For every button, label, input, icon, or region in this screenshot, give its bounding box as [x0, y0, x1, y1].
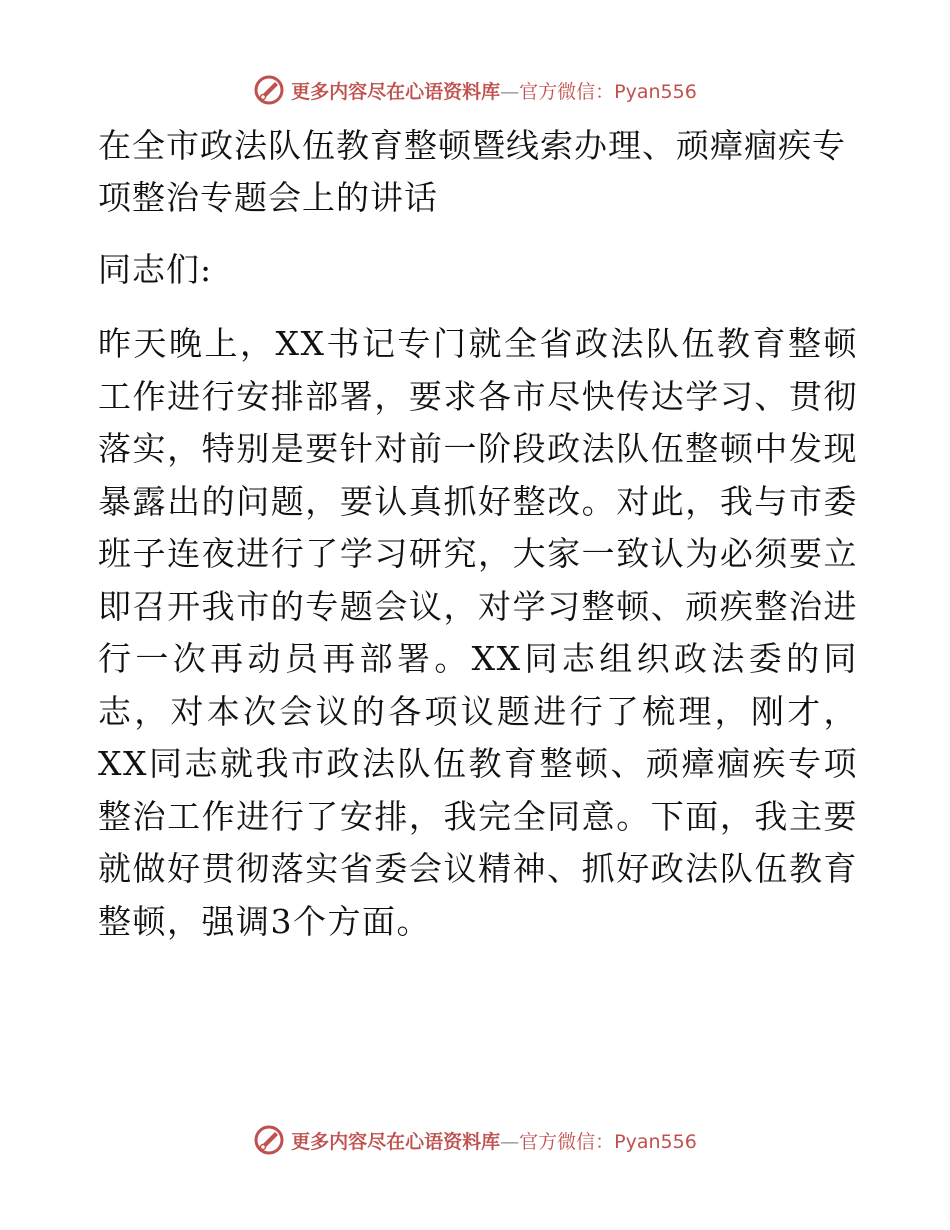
document-title: 在全市政法队伍教育整顿暨线索办理、顽瘴痼疾专项整治专题会上的讲话: [98, 126, 846, 217]
watermark-main-text: 更多内容尽在心语资料库: [291, 1130, 501, 1153]
brush-seal-icon: [253, 1124, 285, 1156]
watermark-text: [291, 77, 697, 104]
document-content: [98, 120, 858, 948]
watermark-main-text: 更多内容尽在心语资料库: [291, 80, 501, 103]
salutation: 同志们:: [98, 250, 213, 289]
footer-watermark: [0, 1120, 950, 1160]
watermark-separator: —: [500, 80, 520, 103]
watermark-contact-text: 官方微信：Pyan556: [519, 1130, 697, 1153]
body-paragraph: 昨天晚上，XX书记专门就全省政法队伍教育整顿工作进行安排部署，要求各市尽快传达学习、贯彻落实，特别是要针对前一阶段政法队伍整顿中发现暴露出的问题，要认真抓好整改。对此，我与市委班子连夜进行了学习研究，大家一致认为必须要立即召开我市的专题会议，对学习整顿、顽疾整治进行一次再动员再部署。XX同志组织政法委的同志，对本次会议的各项议题进行了梳理，刚才，XX同志就我市政法队伍教育整顿、顽瘴痼疾专项整治工作进行了安排，我完全同意。下面，我主要就做好贯彻落实省委会议精神、抓好政法队伍教育整顿，强调3个方面。: [98, 324, 858, 941]
brush-seal-icon: [253, 74, 285, 106]
watermark-separator: —: [500, 1130, 520, 1153]
watermark-contact-text: 官方微信：Pyan556: [519, 80, 697, 103]
header-watermark: [0, 70, 950, 110]
watermark-text: [291, 1127, 697, 1154]
